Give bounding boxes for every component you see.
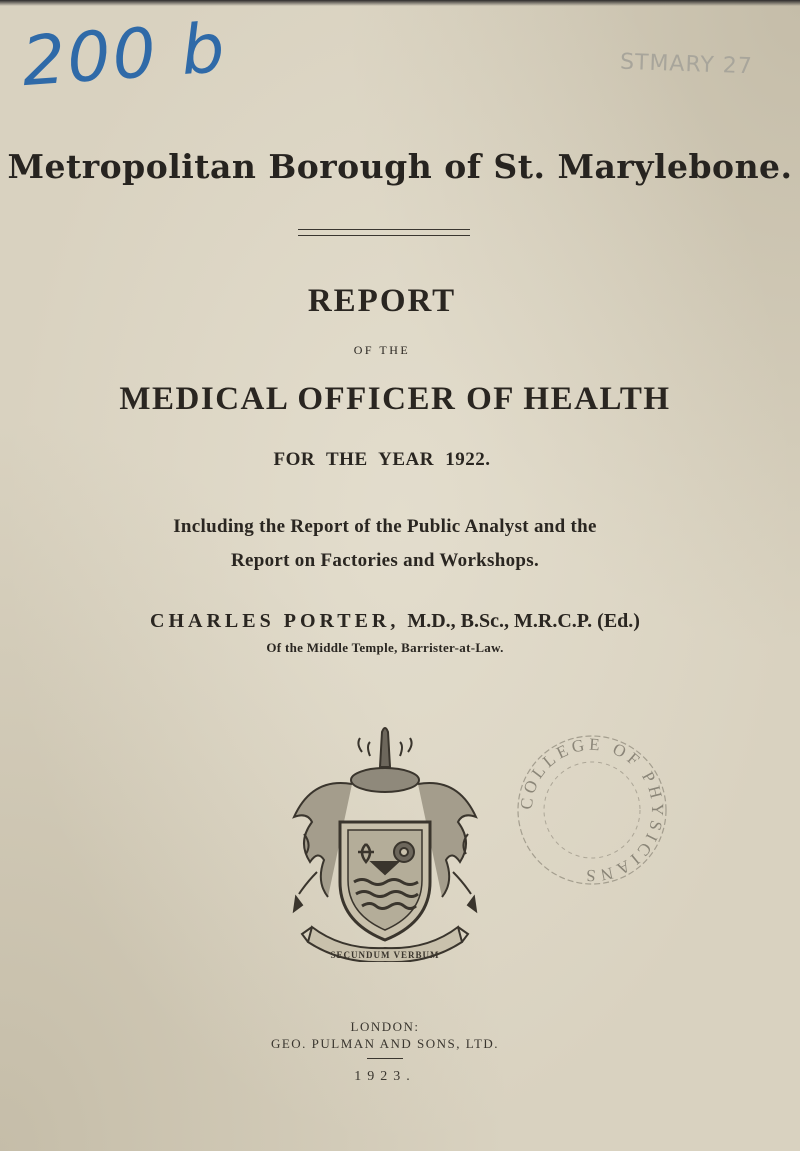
imprint-year: 1923. [354,1069,416,1084]
author-affiliation: Of the Middle Temple, Barrister-at-Law. [266,640,504,655]
double-rule-divider [298,229,470,236]
imprint-printer: GEO. PULMAN AND SONS, LTD. [270,1036,500,1051]
author-degrees: M.D., B.Sc., M.R.C.P. (Ed.) [407,610,640,632]
author-line [0,610,790,633]
report-contents-note [0,510,770,578]
handwritten-catalogue-number: 200 b [19,8,230,103]
page-top-edge [0,0,800,6]
report-heading: REPORT [307,283,457,319]
of-the-connector: OF THE [353,343,411,357]
imprint-city: LONDON: [350,1019,420,1034]
report-year: FOR THE YEAR 1922. [273,449,491,470]
imprint-rule [367,1058,403,1059]
borough-crest-icon [282,722,488,962]
library-stamp-icon [510,728,675,893]
pencil-shelf-code: STMARY 27 [619,49,754,80]
contents-line-2: Report on Factories and Workshops. [230,550,540,571]
borough-heading: Metropolitan Borough of St. Marylebone. [7,147,793,186]
contents-line-1: Including the Report of the Public Analyst and the [173,516,597,537]
stamp-text: COLLEGE OF PHYSICIANS [516,734,668,886]
author-name: CHARLES PORTER, [150,610,400,632]
crest-motto: SECUNDUM VERBUM [330,950,440,960]
report-title: MEDICAL OFFICER OF HEALTH [119,381,671,417]
